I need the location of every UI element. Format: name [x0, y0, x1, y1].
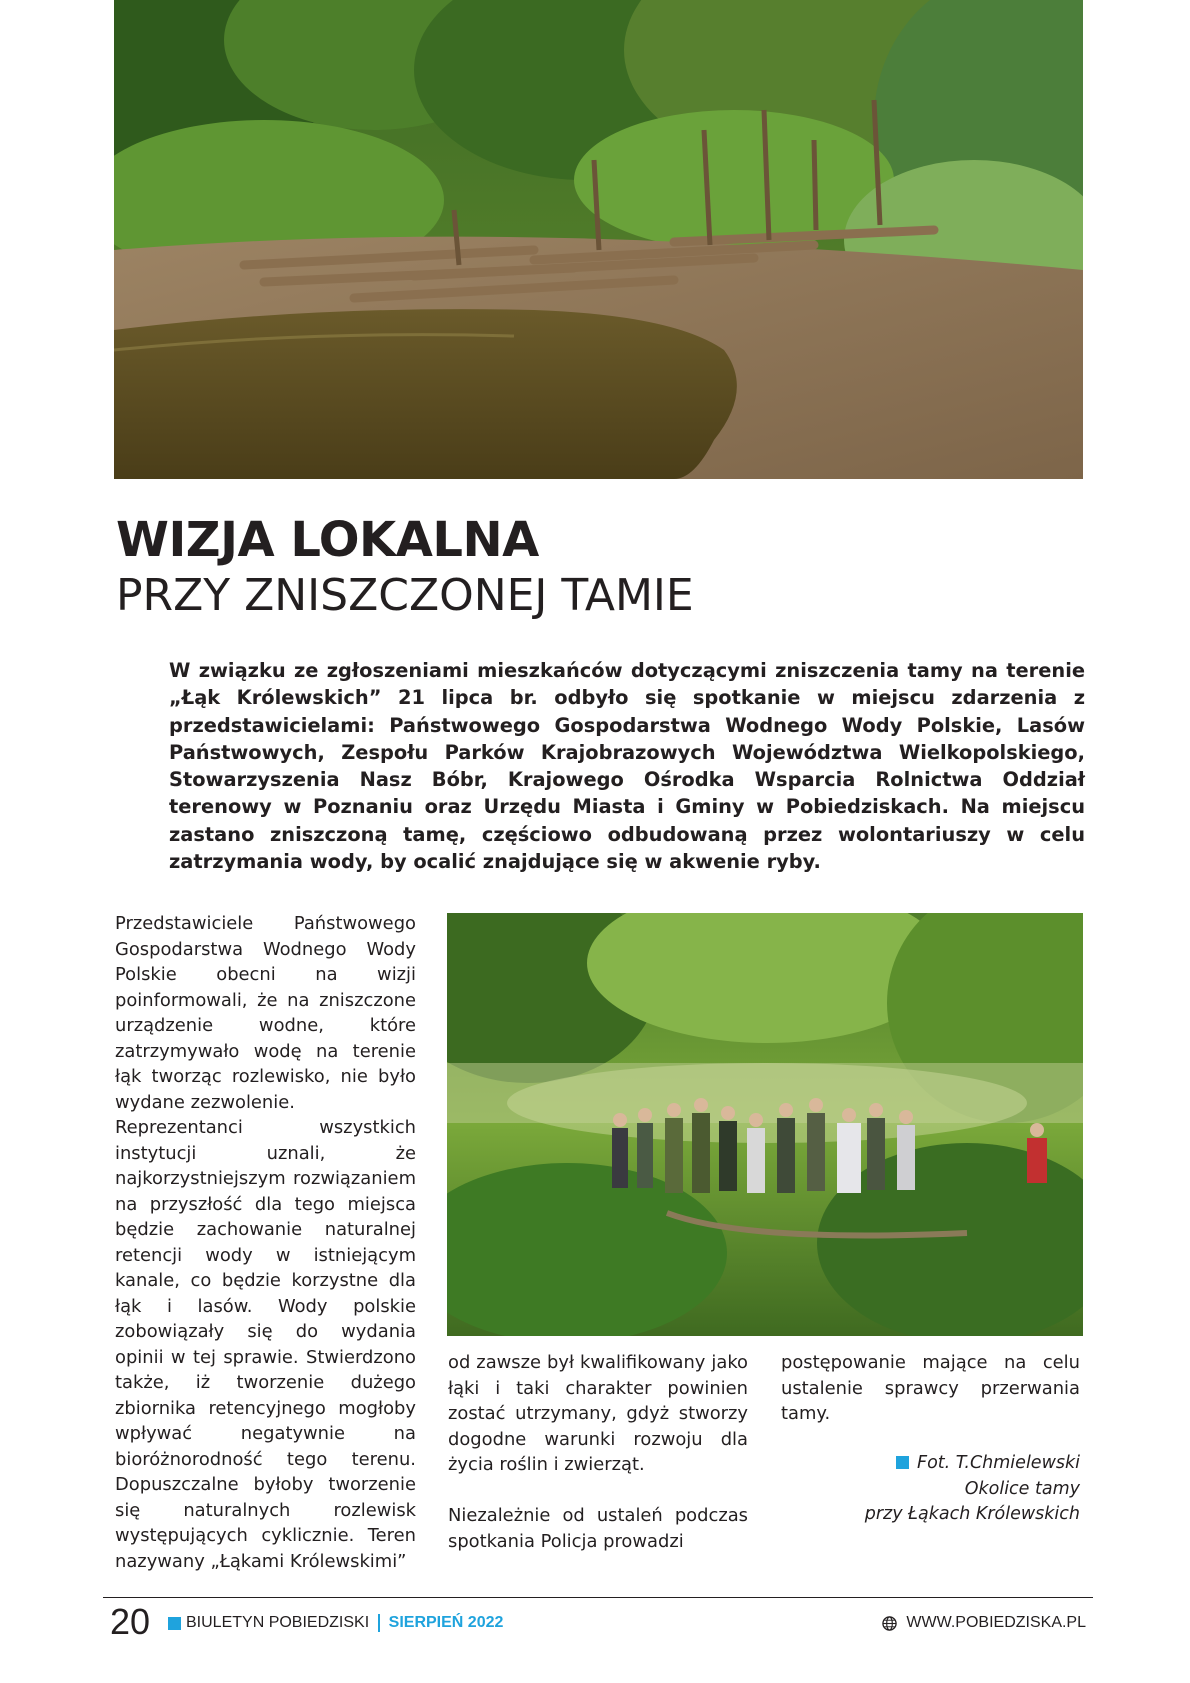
paragraph: Przedstawiciele Państwowego Gospodarstwa Wodnego Wody Polskie obecni na wizji poinformowali, że na zniszczone urządzenie wodne, które zatrzymywało wodę na terenie łąk tworząc rozlewisko, nie było wydane zezwolenie.: [115, 913, 416, 1113]
caption-line: przy Łąkach Królewskich: [864, 1504, 1080, 1524]
article-lead: W związku ze zgłoszeniami mieszkańców dotyczącymi zniszczenia tamy na terenie „Łąk Królewskich” 21 lipca br. odbyło się spotkanie w miejscu zdarzenia z przedstawicielami: Państwowego Gospodarstwa Wodnego Wody Polskie, Lasów Państwowych, Zespołu Parków Krajobrazowych Województwa Wielkopolskiego, Stowarzyszenia Nasz Bóbr, Krajowego Ośrodka Wsparcia Rolnictwa Oddział terenowy w Poznaniu oraz Urzędu Miasta i Gminy w Pobiedziskach. Na miejscu zastano zniszczoną tamę, częściowo odbudowaną przez wolontariuszy w celu zatrzymania wody, by ocalić znajdujące się w akwenie ryby.: [169, 659, 1085, 874]
footer-website[interactable]: [882, 1612, 1086, 1634]
footer-separator: [378, 1614, 380, 1632]
text-column-1: [115, 911, 416, 1574]
text-column-3: [781, 1350, 1080, 1427]
globe-icon: [882, 1616, 897, 1631]
square-bullet-icon: [896, 1456, 909, 1469]
footer-divider: [103, 1597, 1093, 1598]
square-bullet-icon: [168, 1617, 181, 1630]
publication-name: BIULETYN POBIEDZISKI: [186, 1614, 370, 1631]
issue-date: SIERPIEŃ 2022: [388, 1614, 504, 1631]
paragraph-spacer: [448, 1478, 748, 1504]
article-title: WIZJA LOKALNA: [116, 512, 539, 568]
photo-caption: [820, 1451, 1080, 1528]
caption-line: Okolice tamy: [964, 1478, 1080, 1499]
paragraph: Niezależnie od ustaleń podczas spotkania Policja prowadzi: [448, 1505, 748, 1552]
meeting-photo: [447, 913, 1083, 1336]
paragraph: od zawsze był kwalifikowany jako łąki i taki charakter powinien zostać utrzymany, gdyż stworzy dogodne warunki rozwoju dla życia roślin i zwierząt.: [448, 1352, 748, 1475]
website-link[interactable]: WWW.POBIEDZISKA.PL: [906, 1614, 1086, 1631]
paragraph: postępowanie mające na celu ustalenie sprawcy przerwania tamy.: [781, 1352, 1080, 1424]
paragraph: Reprezentanci wszystkich instytucji uznali, że najkorzystniejszym rozwiązaniem na przyszłość dla tego miejsca będzie zachowanie naturalnej retencji wody w istniejącym kanale, co będzie korzystne dla łąk i lasów. Wody polskie zobowiązały się do wydania opinii w tej sprawie. Stwierdzono także, iż tworzenie dużego zbiornika retencyjnego mogłoby wpływać negatywnie na bioróżnorodność tego terenu. Dopuszczalne byłoby tworzenie się naturalnych rozlewisk występujących cyklicznie. Teren nazywany „Łąkami Królewskimi”: [115, 1117, 416, 1572]
footer-publication: [168, 1612, 503, 1634]
page-number: 20: [110, 1601, 151, 1642]
photo-credit: Fot. T.Chmielewski: [917, 1453, 1080, 1473]
text-column-2: [448, 1350, 748, 1554]
dam-photo-illustration: [114, 0, 1083, 479]
meeting-photo-illustration: [447, 913, 1083, 1336]
article-subtitle: PRZY ZNISZCZONEJ TAMIE: [116, 570, 694, 621]
dam-photo: [114, 0, 1083, 479]
